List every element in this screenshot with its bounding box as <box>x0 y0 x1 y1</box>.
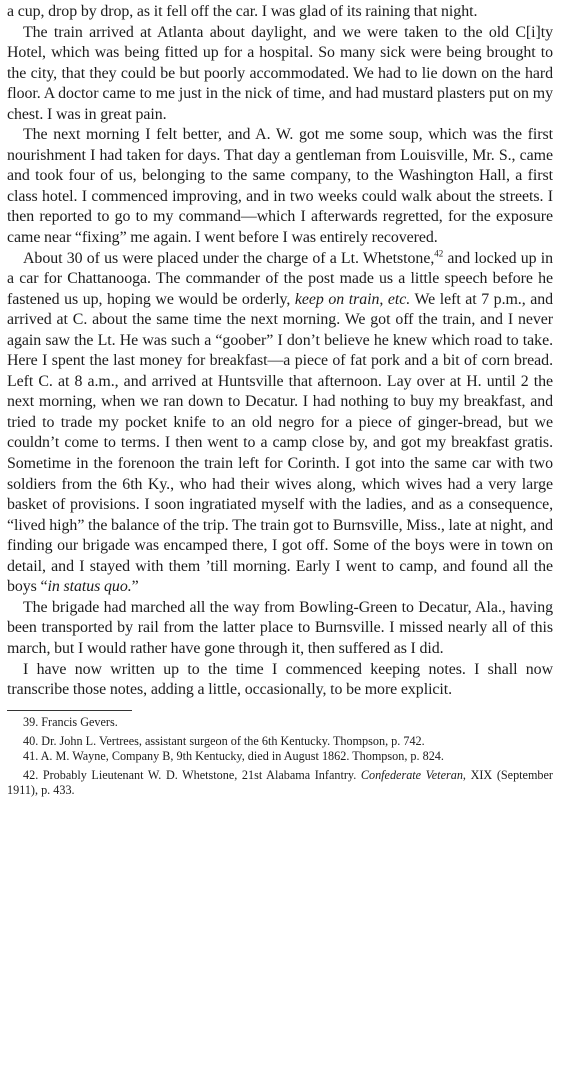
footnotes <box>7 715 553 798</box>
text-run: I have now written up to the time I commenced keeping notes. I shall now transcribe those notes, adding a little, occasionally, to be more explicit. <box>7 660 553 699</box>
footnote-divider <box>7 710 132 711</box>
paragraph <box>7 660 553 701</box>
text-run: 42. Probably Lieutenant W. D. Whetstone, 21st Alabama Infantry. <box>23 767 361 782</box>
text-run: ” <box>131 578 139 596</box>
italic-text: Confederate Veteran <box>360 767 463 782</box>
text-run: The brigade had marched all the way from Bowling-Green to Decatur, Ala., having been transported by rail from the latter place to Burnsville. I missed nearly all of this march, but I would rather have gone through it, then suffered as I did. <box>7 598 553 657</box>
text-run: About 30 of us were placed under the charge of a Lt. Whetstone, <box>23 249 435 267</box>
paragraph <box>7 2 553 23</box>
paragraph <box>7 125 553 248</box>
footnote <box>7 749 553 764</box>
text-run: and locked up in a car for Chattanooga. The commander of the post made us a little speech before he fastened us up, hoping we would be orderly, <box>7 249 553 308</box>
footnote <box>7 768 553 798</box>
italic-text: keep on train, etc. <box>294 290 411 308</box>
text-run: The train arrived at Atlanta about daylight, and we were taken to the old C[i]ty Hotel, which was being fitted up for a hospital. So many sick were being brought to the city, that they could be but poorly accommodated. We had to lie down on the hard floor. A doctor came to me just in the nick of time, and had mustard plasters put on my chest. I was in great pain. <box>7 23 553 123</box>
text-run: 40. Dr. John L. Vertrees, assistant surgeon of the 6th Kentucky. Thompson, p. 742. <box>23 733 425 748</box>
text-run: 39. Francis Gevers. <box>23 714 118 729</box>
text-run: We left at 7 p.m., and arrived at C. about the same time the next morning. We got off the train, and I never again saw the Lt. He was such a “goober” I don’t believe he knew which road to take. Here I spent the last money for breakfast—a piece of fat pork and a bit of corn bread. Left C. at 8 a.m., and arrived at Huntsville that afternoon. Lay over at H. until 2 the next morning, when we ran down to Decatur. I had nothing to buy my breakfast, and tried to trade my pocket knife to an old negro for a piece of ginger-bread, but we couldn’t come to terms. I then went to a camp close by, and got my breakfast gratis. Sometime in the forenoon the train left for Corinth. I got into the same car with two soldiers from the 6th Ky., who had their wives along, which wives had a very large basket of provisions. I soon ingratiated myself with the ladies, and as a consequence, “lived high” the balance of the trip. The train got to Burnsville, Miss., late at night, and finding our brigade was encamped there, I got off. Some of the boys were in town on detail, and I stayed with them ’till morning. Early I went to camp, and found all the boys “ <box>7 290 554 596</box>
text-run: a cup, drop by drop, as it fell off the car. I was glad of its raining that night. <box>7 3 478 20</box>
paragraph <box>7 598 553 660</box>
text-run: The next morning I felt better, and A. W. got me some soup, which was the first nourishment I had taken for days. That day a gentleman from Louisville, Mr. S., came and took four of us, belonging to the same company, to the Washington Hall, a first class hotel. I commenced improving, and in two weeks could walk about the streets. I then reported to go to my command—which I afterwards regretted, for the exposure came near “fixing” me again. I went before I was entirely recovered. <box>7 126 553 247</box>
paragraph <box>7 249 553 598</box>
paragraph <box>7 23 553 126</box>
footnote-marker: 42 <box>434 248 444 259</box>
text-run: 41. A. M. Wayne, Company B, 9th Kentucky, died in August 1862. Thompson, p. 824. <box>23 748 444 763</box>
main-text <box>7 2 553 701</box>
italic-text: in status quo. <box>47 578 132 596</box>
footnote <box>7 715 553 730</box>
footnote <box>7 734 553 749</box>
text-run: , XIX (September 1911), p. 433. <box>7 767 553 797</box>
